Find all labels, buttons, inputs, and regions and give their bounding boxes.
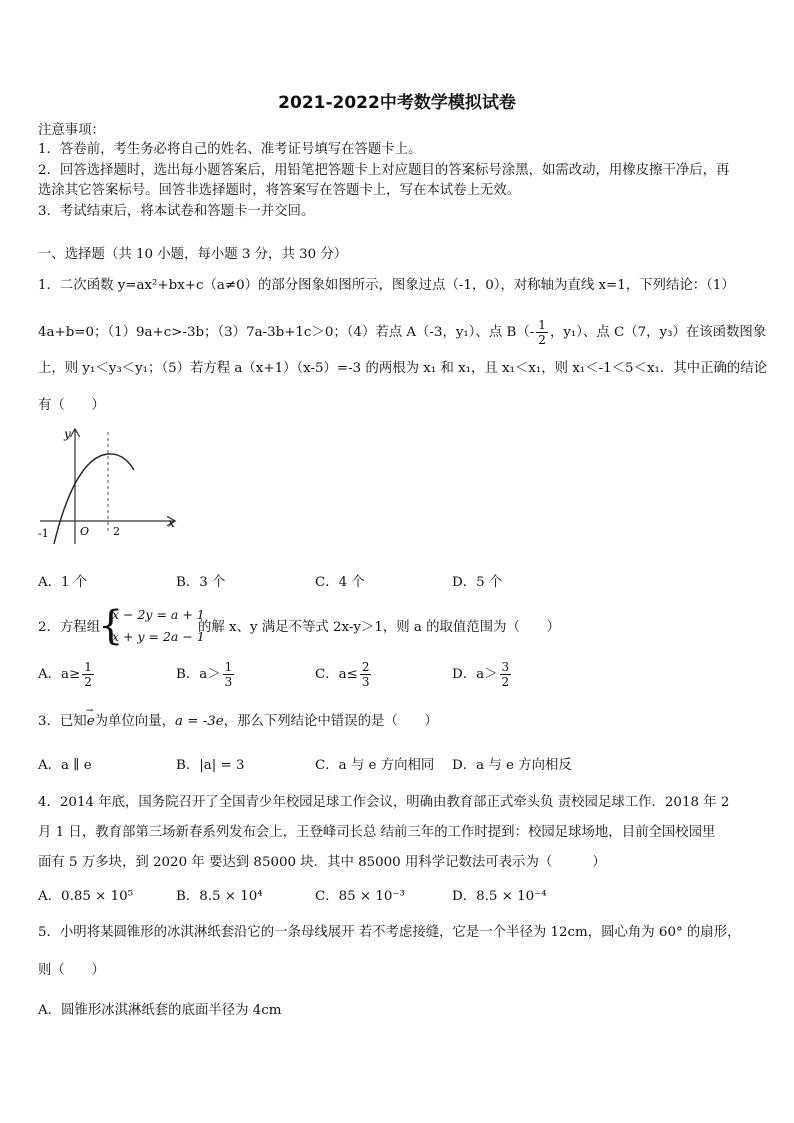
q1-option-c[interactable]: C．4 个 (315, 575, 365, 590)
q1-option-d[interactable]: D．5 个 (452, 575, 503, 590)
question-5-text: 5．小明将某圆锥形的冰淇淋纸套沿它的一条母线展开 若不考虑接缝，它是一个半径为 12cm，圆心角为 60° 的扇形， (38, 925, 741, 940)
y-axis-label: y (64, 427, 71, 441)
page-title: 2021-2022中考数学模拟试卷 (278, 93, 516, 113)
question-1-text: 1．二次函数 y=ax²+bx+c（a≠0）的部分图象如图所示，图象过点（-1，0），对称轴为直线 x=1，下列结论：（1） (38, 278, 735, 293)
q1-option-b[interactable]: B．3 个 (176, 575, 226, 590)
tick-label-neg1: -1 (38, 527, 49, 540)
x-axis-label: x (168, 516, 175, 530)
system-brace: { (98, 603, 124, 649)
q3-option-a[interactable]: A．a ∥ e (38, 758, 92, 773)
q1-text-part: 4a+b=0；（1）9a+c>-3b；（3）7a-3b+1c＞0；（4）若点 A（-3，y₁）、点 B（- (38, 325, 535, 340)
notice-item: 选涂其它答案标号。回答非选择题时，将答案写在答题卡上，写在本试卷上无效。 (38, 183, 521, 198)
question-2-text: 的解 x、y 满足不等式 2x-y＞1，则 a 的取值范围为（ ） (198, 620, 561, 635)
notice-item: 3．考试结束后，将本试卷和答题卡一并交回。 (38, 204, 315, 219)
q3-option-c[interactable]: C．a 与 e 方向相同 (315, 758, 435, 773)
question-4-text: 面有 5 万多块，到 2020 年 要达到 85000 块．其中 85000 用科学记数法可表示为（ ） (38, 855, 606, 870)
q4-option-c[interactable]: C．85 × 10⁻³ (315, 889, 405, 904)
question-2-prefix: 2．方程组 (38, 620, 101, 635)
q1-option-a[interactable]: A．1 个 (38, 575, 88, 590)
section-heading: 一、选择题（共 10 小题，每小题 3 分，共 30 分） (38, 247, 348, 262)
fraction: $\frac{1}{2}$ (538, 318, 546, 347)
q2-option-a[interactable]: A．a≥ $\frac{1}{2}$ (38, 660, 92, 689)
q2-option-b[interactable]: B．a＞ $\frac{1}{3}$ (176, 660, 233, 689)
q3-option-b[interactable]: B．|a| = 3 (176, 758, 245, 773)
origin-label: O (80, 525, 90, 538)
question-1-text: 上，则 y₁＜y₃＜y₁；（5）若方程 a（x+1）（x-5）=-3 的两根为 x₁ 和 x₁，且 x₁＜x₁，则 x₁＜-1＜5＜x₁．其中正确的结论 (38, 361, 768, 376)
q4-option-b[interactable]: B．8.5 × 10⁴ (176, 889, 263, 904)
tick-label-2: 2 (113, 525, 120, 538)
question-1-text: 有（ ） (38, 398, 105, 413)
notice-heading: 注意事项： (38, 123, 105, 138)
notice-item: 1．答卷前，考生务必将自己的姓名、准考证号填写在答题卡上。 (38, 142, 422, 157)
notice-item: 2．回答选择题时，选出每小题答案后，用铅笔把答题卡上对应题目的答案标号涂黑，如需改动，用橡皮擦干净后，再 (38, 163, 730, 178)
question-4-text: 月 1 日，教育部第三场新春系列发布会上，王登峰司长总 结前三年的工作时提到：校园足球场地，目前全国校园里 (38, 825, 716, 840)
q2-option-c[interactable]: C．a≤ $\frac{2}{3}$ (315, 660, 370, 689)
q4-option-d[interactable]: D．8.5 × 10⁻⁴ (452, 889, 547, 904)
q4-option-a[interactable]: A．0.85 × 10⁵ (38, 889, 134, 904)
question-1-text (38, 318, 766, 347)
equation-1: x − 2y = a + 1 (112, 607, 205, 622)
parabola-curve (54, 454, 134, 544)
parabola-graph (36, 424, 182, 550)
vector-expression: a = -3e (174, 714, 224, 729)
unit-vector-e: e → (87, 713, 95, 731)
question-5-text: 则（ ） (38, 963, 105, 978)
q3-option-d[interactable]: D．a 与 e 方向相反 (452, 758, 572, 773)
question-4-text: 4．2014 年底，国务院召开了全国青少年校园足球工作会议，明确由教育部正式牵头负 责校园足球工作．2018 年 2 (38, 795, 730, 810)
q2-option-d[interactable]: D．a＞ $\frac{3}{2}$ (452, 660, 510, 689)
q5-option-a[interactable]: A．圆锥形冰淇淋纸套的底面半径为 4cm (38, 1003, 282, 1018)
question-3-text: 3．已知e →为单位向量，a = -3e，那么下列结论中错误的是（ ） (38, 713, 438, 731)
q1-text-part: ，y₁）、点 C（7，y₃）在该函数图象 (549, 325, 767, 340)
equation-2: x + y = 2a − 1 (112, 629, 205, 644)
